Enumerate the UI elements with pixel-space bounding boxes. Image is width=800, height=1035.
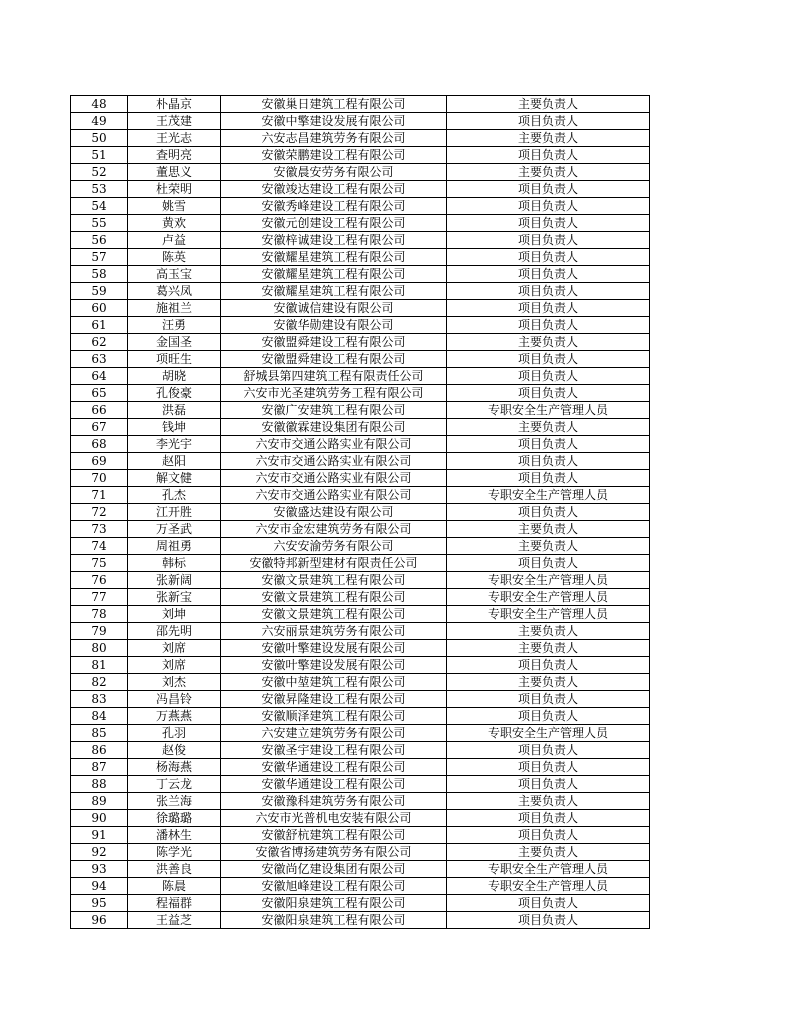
table-row bbox=[71, 113, 650, 130]
row-number-cell: 84 bbox=[71, 708, 128, 725]
company-name-cell: 安徽耀星建筑工程有限公司 bbox=[221, 283, 447, 300]
person-name-cell: 张新宝 bbox=[128, 589, 221, 606]
role-cell: 主要负责人 bbox=[447, 164, 650, 181]
table-row bbox=[71, 878, 650, 895]
role-cell: 项目负责人 bbox=[447, 266, 650, 283]
role-cell: 主要负责人 bbox=[447, 623, 650, 640]
person-name-cell: 王茂建 bbox=[128, 113, 221, 130]
table-row bbox=[71, 283, 650, 300]
table-row bbox=[71, 368, 650, 385]
table-row bbox=[71, 385, 650, 402]
role-cell: 项目负责人 bbox=[447, 453, 650, 470]
table-row bbox=[71, 555, 650, 572]
role-cell: 项目负责人 bbox=[447, 895, 650, 912]
row-number-cell: 59 bbox=[71, 283, 128, 300]
row-number-cell: 94 bbox=[71, 878, 128, 895]
person-name-cell: 刘席 bbox=[128, 657, 221, 674]
row-number-cell: 79 bbox=[71, 623, 128, 640]
row-number-cell: 81 bbox=[71, 657, 128, 674]
role-cell: 专职安全生产管理人员 bbox=[447, 589, 650, 606]
company-name-cell: 安徽昇隆建设工程有限公司 bbox=[221, 691, 447, 708]
person-name-cell: 王益芝 bbox=[128, 912, 221, 929]
row-number-cell: 71 bbox=[71, 487, 128, 504]
role-cell: 项目负责人 bbox=[447, 249, 650, 266]
row-number-cell: 61 bbox=[71, 317, 128, 334]
row-number-cell: 82 bbox=[71, 674, 128, 691]
role-cell: 专职安全生产管理人员 bbox=[447, 725, 650, 742]
role-cell: 专职安全生产管理人员 bbox=[447, 572, 650, 589]
person-name-cell: 程福群 bbox=[128, 895, 221, 912]
table-row bbox=[71, 232, 650, 249]
role-cell: 项目负责人 bbox=[447, 912, 650, 929]
table-row bbox=[71, 657, 650, 674]
person-name-cell: 葛兴凤 bbox=[128, 283, 221, 300]
table-row bbox=[71, 895, 650, 912]
row-number-cell: 73 bbox=[71, 521, 128, 538]
table-row bbox=[71, 606, 650, 623]
table-row bbox=[71, 147, 650, 164]
table-row bbox=[71, 793, 650, 810]
row-number-cell: 89 bbox=[71, 793, 128, 810]
row-number-cell: 95 bbox=[71, 895, 128, 912]
role-cell: 项目负责人 bbox=[447, 742, 650, 759]
table-row bbox=[71, 300, 650, 317]
row-number-cell: 62 bbox=[71, 334, 128, 351]
person-name-cell: 姚雪 bbox=[128, 198, 221, 215]
company-name-cell: 安徽华勋建设有限公司 bbox=[221, 317, 447, 334]
person-name-cell: 赵阳 bbox=[128, 453, 221, 470]
person-name-cell: 万燕燕 bbox=[128, 708, 221, 725]
row-number-cell: 72 bbox=[71, 504, 128, 521]
table-row bbox=[71, 249, 650, 266]
row-number-cell: 63 bbox=[71, 351, 128, 368]
role-cell: 主要负责人 bbox=[447, 538, 650, 555]
row-number-cell: 48 bbox=[71, 96, 128, 113]
table-row bbox=[71, 810, 650, 827]
row-number-cell: 64 bbox=[71, 368, 128, 385]
company-name-cell: 安徽梓诚建设工程有限公司 bbox=[221, 232, 447, 249]
role-cell: 主要负责人 bbox=[447, 419, 650, 436]
personnel-table-body bbox=[71, 96, 650, 929]
person-name-cell: 杨海燕 bbox=[128, 759, 221, 776]
row-number-cell: 51 bbox=[71, 147, 128, 164]
company-name-cell: 六安市光圣建筑劳务工程有限公司 bbox=[221, 385, 447, 402]
table-row bbox=[71, 912, 650, 929]
role-cell: 项目负责人 bbox=[447, 181, 650, 198]
table-row bbox=[71, 844, 650, 861]
table-row bbox=[71, 164, 650, 181]
person-name-cell: 刘杰 bbox=[128, 674, 221, 691]
person-name-cell: 刘坤 bbox=[128, 606, 221, 623]
role-cell: 主要负责人 bbox=[447, 96, 650, 113]
table-row bbox=[71, 487, 650, 504]
person-name-cell: 周祖勇 bbox=[128, 538, 221, 555]
role-cell: 项目负责人 bbox=[447, 368, 650, 385]
company-name-cell: 安徽盛达建设有限公司 bbox=[221, 504, 447, 521]
person-name-cell: 朴晶京 bbox=[128, 96, 221, 113]
company-name-cell: 六安志昌建筑劳务有限公司 bbox=[221, 130, 447, 147]
row-number-cell: 50 bbox=[71, 130, 128, 147]
company-name-cell: 安徽徽霖建设集团有限公司 bbox=[221, 419, 447, 436]
table-row bbox=[71, 521, 650, 538]
role-cell: 主要负责人 bbox=[447, 130, 650, 147]
table-row bbox=[71, 776, 650, 793]
row-number-cell: 70 bbox=[71, 470, 128, 487]
row-number-cell: 90 bbox=[71, 810, 128, 827]
row-number-cell: 77 bbox=[71, 589, 128, 606]
table-row bbox=[71, 419, 650, 436]
person-name-cell: 解文健 bbox=[128, 470, 221, 487]
row-number-cell: 67 bbox=[71, 419, 128, 436]
company-name-cell: 六安市交通公路实业有限公司 bbox=[221, 487, 447, 504]
table-row bbox=[71, 96, 650, 113]
row-number-cell: 88 bbox=[71, 776, 128, 793]
company-name-cell: 安徽文景建筑工程有限公司 bbox=[221, 589, 447, 606]
role-cell: 主要负责人 bbox=[447, 640, 650, 657]
company-name-cell: 六安安渝劳务有限公司 bbox=[221, 538, 447, 555]
person-name-cell: 孔杰 bbox=[128, 487, 221, 504]
table-row bbox=[71, 215, 650, 232]
role-cell: 专职安全生产管理人员 bbox=[447, 878, 650, 895]
table-row bbox=[71, 691, 650, 708]
company-name-cell: 六安市交通公路实业有限公司 bbox=[221, 453, 447, 470]
company-name-cell: 安徽文景建筑工程有限公司 bbox=[221, 572, 447, 589]
company-name-cell: 安徽豫科建筑劳务有限公司 bbox=[221, 793, 447, 810]
role-cell: 项目负责人 bbox=[447, 504, 650, 521]
role-cell: 项目负责人 bbox=[447, 691, 650, 708]
company-name-cell: 安徽中擎建设发展有限公司 bbox=[221, 113, 447, 130]
personnel-table bbox=[70, 95, 650, 929]
company-name-cell: 安徽叶擎建设发展有限公司 bbox=[221, 657, 447, 674]
row-number-cell: 93 bbox=[71, 861, 128, 878]
company-name-cell: 安徽耀星建筑工程有限公司 bbox=[221, 266, 447, 283]
role-cell: 项目负责人 bbox=[447, 810, 650, 827]
company-name-cell: 安徽盟舜建设工程有限公司 bbox=[221, 334, 447, 351]
row-number-cell: 87 bbox=[71, 759, 128, 776]
row-number-cell: 68 bbox=[71, 436, 128, 453]
table-row bbox=[71, 827, 650, 844]
person-name-cell: 张兰海 bbox=[128, 793, 221, 810]
table-row bbox=[71, 402, 650, 419]
role-cell: 项目负责人 bbox=[447, 300, 650, 317]
company-name-cell: 安徽圣宇建设工程有限公司 bbox=[221, 742, 447, 759]
company-name-cell: 安徽阳泉建筑工程有限公司 bbox=[221, 912, 447, 929]
row-number-cell: 65 bbox=[71, 385, 128, 402]
role-cell: 项目负责人 bbox=[447, 113, 650, 130]
row-number-cell: 53 bbox=[71, 181, 128, 198]
table-row bbox=[71, 708, 650, 725]
role-cell: 项目负责人 bbox=[447, 232, 650, 249]
person-name-cell: 万圣武 bbox=[128, 521, 221, 538]
person-name-cell: 钱坤 bbox=[128, 419, 221, 436]
company-name-cell: 安徽省博扬建筑劳务有限公司 bbox=[221, 844, 447, 861]
table-row bbox=[71, 640, 650, 657]
person-name-cell: 徐璐璐 bbox=[128, 810, 221, 827]
table-row bbox=[71, 538, 650, 555]
company-name-cell: 安徽华通建设工程有限公司 bbox=[221, 776, 447, 793]
role-cell: 主要负责人 bbox=[447, 674, 650, 691]
role-cell: 项目负责人 bbox=[447, 759, 650, 776]
role-cell: 项目负责人 bbox=[447, 351, 650, 368]
company-name-cell: 安徽巢日建筑工程有限公司 bbox=[221, 96, 447, 113]
row-number-cell: 85 bbox=[71, 725, 128, 742]
company-name-cell: 安徽旭峰建设工程有限公司 bbox=[221, 878, 447, 895]
company-name-cell: 安徽耀星建筑工程有限公司 bbox=[221, 249, 447, 266]
table-row bbox=[71, 351, 650, 368]
table-row bbox=[71, 572, 650, 589]
table-row bbox=[71, 198, 650, 215]
row-number-cell: 92 bbox=[71, 844, 128, 861]
person-name-cell: 王光志 bbox=[128, 130, 221, 147]
row-number-cell: 54 bbox=[71, 198, 128, 215]
company-name-cell: 安徽荣鹏建设工程有限公司 bbox=[221, 147, 447, 164]
row-number-cell: 74 bbox=[71, 538, 128, 555]
company-name-cell: 安徽文景建筑工程有限公司 bbox=[221, 606, 447, 623]
company-name-cell: 六安市光普机电安装有限公司 bbox=[221, 810, 447, 827]
role-cell: 项目负责人 bbox=[447, 470, 650, 487]
role-cell: 项目负责人 bbox=[447, 555, 650, 572]
company-name-cell: 安徽广安建筑工程有限公司 bbox=[221, 402, 447, 419]
person-name-cell: 刘席 bbox=[128, 640, 221, 657]
person-name-cell: 赵俊 bbox=[128, 742, 221, 759]
role-cell: 项目负责人 bbox=[447, 147, 650, 164]
row-number-cell: 56 bbox=[71, 232, 128, 249]
table-row bbox=[71, 674, 650, 691]
person-name-cell: 韩标 bbox=[128, 555, 221, 572]
row-number-cell: 57 bbox=[71, 249, 128, 266]
role-cell: 项目负责人 bbox=[447, 708, 650, 725]
person-name-cell: 杜荣明 bbox=[128, 181, 221, 198]
table-row bbox=[71, 181, 650, 198]
role-cell: 专职安全生产管理人员 bbox=[447, 861, 650, 878]
table-row bbox=[71, 742, 650, 759]
person-name-cell: 陈晨 bbox=[128, 878, 221, 895]
person-name-cell: 张新阔 bbox=[128, 572, 221, 589]
table-row bbox=[71, 317, 650, 334]
table-row bbox=[71, 436, 650, 453]
company-name-cell: 六安建立建筑劳务有限公司 bbox=[221, 725, 447, 742]
company-name-cell: 六安丽景建筑劳务有限公司 bbox=[221, 623, 447, 640]
role-cell: 项目负责人 bbox=[447, 776, 650, 793]
row-number-cell: 60 bbox=[71, 300, 128, 317]
person-name-cell: 洪磊 bbox=[128, 402, 221, 419]
company-name-cell: 六安市交通公路实业有限公司 bbox=[221, 436, 447, 453]
company-name-cell: 安徽舒杭建筑工程有限公司 bbox=[221, 827, 447, 844]
person-name-cell: 洪善良 bbox=[128, 861, 221, 878]
role-cell: 项目负责人 bbox=[447, 198, 650, 215]
person-name-cell: 江开胜 bbox=[128, 504, 221, 521]
table-row bbox=[71, 470, 650, 487]
role-cell: 项目负责人 bbox=[447, 317, 650, 334]
row-number-cell: 49 bbox=[71, 113, 128, 130]
company-name-cell: 安徽阳泉建筑工程有限公司 bbox=[221, 895, 447, 912]
company-name-cell: 安徽叶擎建设发展有限公司 bbox=[221, 640, 447, 657]
role-cell: 主要负责人 bbox=[447, 844, 650, 861]
table-row bbox=[71, 504, 650, 521]
role-cell: 主要负责人 bbox=[447, 521, 650, 538]
person-name-cell: 潘林生 bbox=[128, 827, 221, 844]
company-name-cell: 安徽华通建设工程有限公司 bbox=[221, 759, 447, 776]
row-number-cell: 78 bbox=[71, 606, 128, 623]
role-cell: 项目负责人 bbox=[447, 827, 650, 844]
company-name-cell: 安徽秀峰建设工程有限公司 bbox=[221, 198, 447, 215]
company-name-cell: 安徽诚信建设有限公司 bbox=[221, 300, 447, 317]
company-name-cell: 安徽中堃建筑工程有限公司 bbox=[221, 674, 447, 691]
row-number-cell: 66 bbox=[71, 402, 128, 419]
role-cell: 专职安全生产管理人员 bbox=[447, 606, 650, 623]
person-name-cell: 孔俊豪 bbox=[128, 385, 221, 402]
company-name-cell: 安徽元创建设工程有限公司 bbox=[221, 215, 447, 232]
role-cell: 项目负责人 bbox=[447, 436, 650, 453]
person-name-cell: 孔羽 bbox=[128, 725, 221, 742]
table-row bbox=[71, 861, 650, 878]
person-name-cell: 冯昌铃 bbox=[128, 691, 221, 708]
company-name-cell: 安徽晨安劳务有限公司 bbox=[221, 164, 447, 181]
role-cell: 项目负责人 bbox=[447, 283, 650, 300]
row-number-cell: 75 bbox=[71, 555, 128, 572]
row-number-cell: 52 bbox=[71, 164, 128, 181]
row-number-cell: 76 bbox=[71, 572, 128, 589]
role-cell: 专职安全生产管理人员 bbox=[447, 402, 650, 419]
person-name-cell: 查明亮 bbox=[128, 147, 221, 164]
person-name-cell: 项旺生 bbox=[128, 351, 221, 368]
role-cell: 主要负责人 bbox=[447, 334, 650, 351]
row-number-cell: 86 bbox=[71, 742, 128, 759]
person-name-cell: 汪勇 bbox=[128, 317, 221, 334]
table-row bbox=[71, 453, 650, 470]
person-name-cell: 丁云龙 bbox=[128, 776, 221, 793]
role-cell: 专职安全生产管理人员 bbox=[447, 487, 650, 504]
role-cell: 项目负责人 bbox=[447, 657, 650, 674]
table-row bbox=[71, 623, 650, 640]
person-name-cell: 陈英 bbox=[128, 249, 221, 266]
row-number-cell: 80 bbox=[71, 640, 128, 657]
table-row bbox=[71, 725, 650, 742]
role-cell: 项目负责人 bbox=[447, 215, 650, 232]
person-name-cell: 董思义 bbox=[128, 164, 221, 181]
row-number-cell: 58 bbox=[71, 266, 128, 283]
company-name-cell: 安徽盟舜建设工程有限公司 bbox=[221, 351, 447, 368]
table-row bbox=[71, 589, 650, 606]
person-name-cell: 胡晓 bbox=[128, 368, 221, 385]
table-row bbox=[71, 759, 650, 776]
row-number-cell: 83 bbox=[71, 691, 128, 708]
person-name-cell: 施祖兰 bbox=[128, 300, 221, 317]
company-name-cell: 舒城县第四建筑工程有限责任公司 bbox=[221, 368, 447, 385]
company-name-cell: 安徽尚亿建设集团有限公司 bbox=[221, 861, 447, 878]
person-name-cell: 邵先明 bbox=[128, 623, 221, 640]
person-name-cell: 陈学光 bbox=[128, 844, 221, 861]
person-name-cell: 黄欢 bbox=[128, 215, 221, 232]
person-name-cell: 金国圣 bbox=[128, 334, 221, 351]
table-row bbox=[71, 130, 650, 147]
company-name-cell: 安徽特邦新型建材有限责任公司 bbox=[221, 555, 447, 572]
person-name-cell: 卢益 bbox=[128, 232, 221, 249]
person-name-cell: 高玉宝 bbox=[128, 266, 221, 283]
company-name-cell: 六安市交通公路实业有限公司 bbox=[221, 470, 447, 487]
role-cell: 项目负责人 bbox=[447, 385, 650, 402]
role-cell: 主要负责人 bbox=[447, 793, 650, 810]
company-name-cell: 六安市金宏建筑劳务有限公司 bbox=[221, 521, 447, 538]
table-row bbox=[71, 334, 650, 351]
row-number-cell: 55 bbox=[71, 215, 128, 232]
company-name-cell: 安徽顺泽建筑工程有限公司 bbox=[221, 708, 447, 725]
row-number-cell: 96 bbox=[71, 912, 128, 929]
row-number-cell: 69 bbox=[71, 453, 128, 470]
person-name-cell: 李光宇 bbox=[128, 436, 221, 453]
row-number-cell: 91 bbox=[71, 827, 128, 844]
company-name-cell: 安徽竣达建设工程有限公司 bbox=[221, 181, 447, 198]
table-row bbox=[71, 266, 650, 283]
